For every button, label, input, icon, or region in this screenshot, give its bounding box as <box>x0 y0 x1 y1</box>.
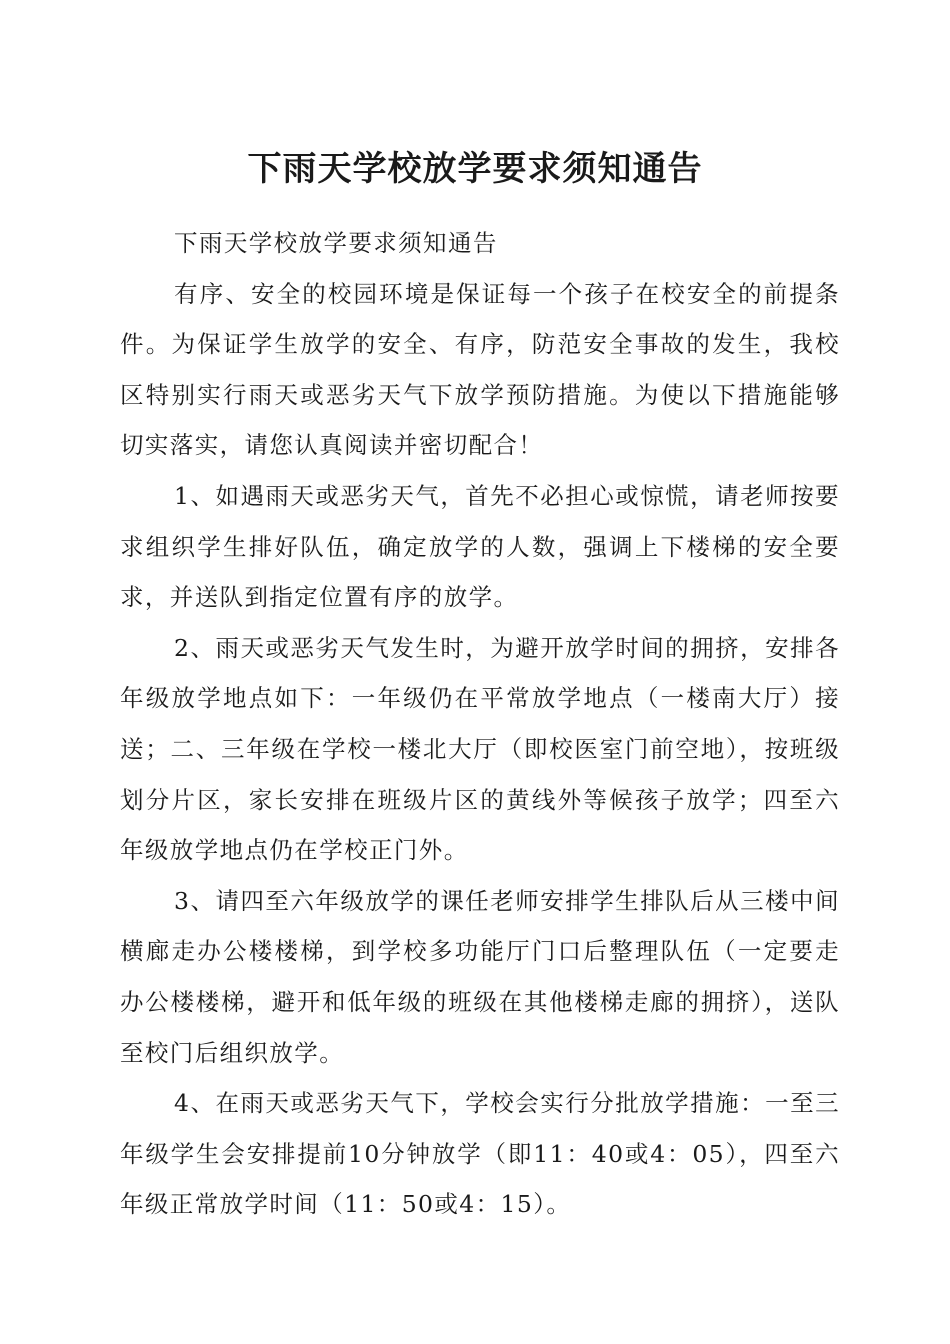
paragraph-item-4: 4、在雨天或恶劣天气下，学校会实行分批放学措施：一至三年级学生会安排提前10分钟放学（即11：40或4：05），四至六年级正常放学时间（11：50或4：15）。 <box>120 1089 840 1219</box>
document-subtitle: 下雨天学校放学要求须知通告 <box>174 229 498 257</box>
document-body <box>120 218 840 1230</box>
paragraph-intro: 有序、安全的校园环境是保证每一个孩子在校安全的前提条件。为保证学生放学的安全、有序，防范安全事故的发生，我校区特别实行雨天或恶劣天气下放学预防措施。为使以下措施能够切实落实，请您认真阅读并密切配合！ <box>120 279 840 460</box>
paragraph-item-3: 3、请四至六年级放学的课任老师安排学生排队后从三楼中间横廊走办公楼楼梯，到学校多功能厅门口后整理队伍（一定要走办公楼楼梯，避开和低年级的班级在其他楼梯走廊的拥挤），送队至校门后组织放学。 <box>120 886 840 1067</box>
paragraph-item-2: 2、雨天或恶劣天气发生时，为避开放学时间的拥挤，安排各年级放学地点如下：一年级仍在平常放学地点（一楼南大厅）接送；二、三年级在学校一楼北大厅（即校医室门前空地），按班级划分片区，家长安排在班级片区的黄线外等候孩子放学；四至六年级放学地点仍在学校正门外。 <box>120 633 840 865</box>
document-title: 下雨天学校放学要求须知通告 <box>247 149 703 189</box>
paragraph-item-1: 1、如遇雨天或恶劣天气，首先不必担心或惊慌，请老师按要求组织学生排好队伍，确定放学的人数，强调上下楼梯的安全要求，并送队到指定位置有序的放学。 <box>120 481 840 612</box>
